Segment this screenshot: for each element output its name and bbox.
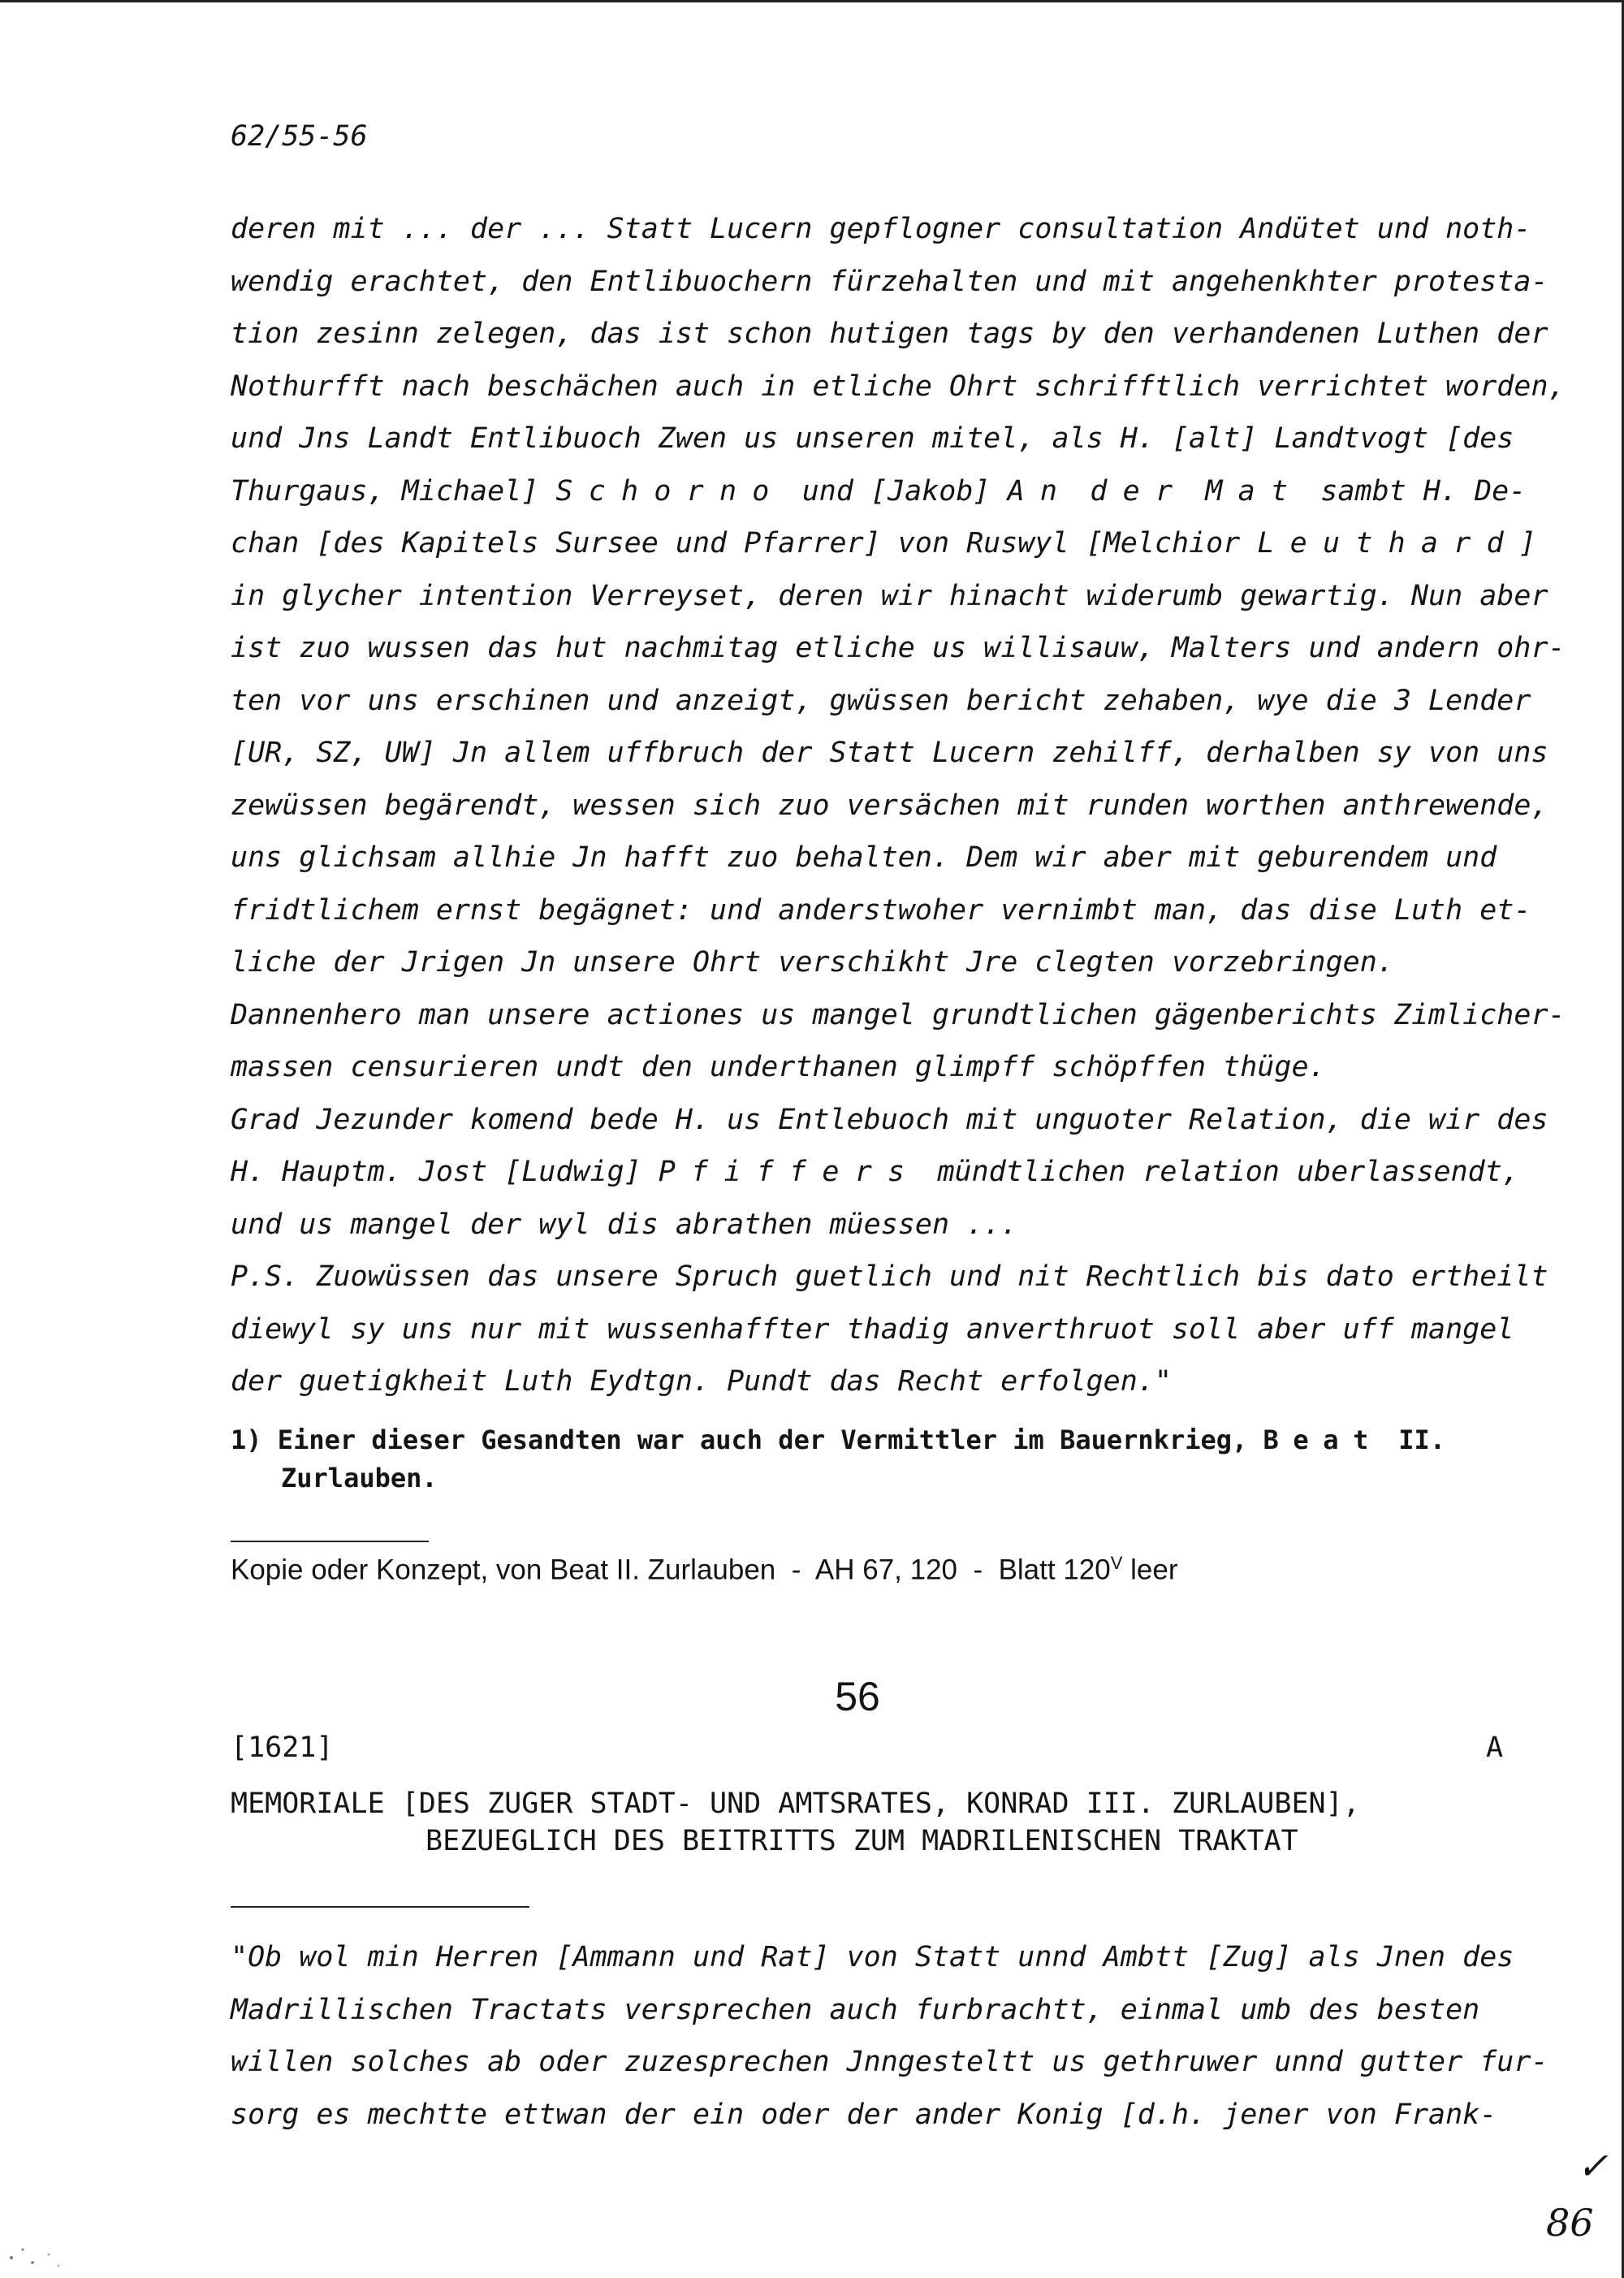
text-line: sorg es mechtte ettwan der ein oder der ander Konig [d.h. jener von Frank-	[231, 2098, 1497, 2131]
source-note-suffix: leer	[1122, 1554, 1178, 1586]
text-segment: ist zuo wussen das hut nachmitag etliche us willisauw, Malters und andern ohr-	[231, 632, 1566, 664]
source-note-superscript: V	[1110, 1553, 1123, 1573]
footnote	[231, 1421, 1530, 1498]
text-line	[231, 1146, 1522, 1199]
text-segment: deren mit ... der ... Statt Lucern gepflogner consultation Andütet und noth-	[231, 213, 1531, 245]
footnote-marker: 1)	[231, 1424, 262, 1455]
text-line	[231, 465, 1527, 518]
footnote-text-1: Einer dieser Gesandten war auch der Vermittler im Bauernkrieg,	[277, 1424, 1263, 1455]
text-line	[231, 622, 1566, 675]
document-title	[231, 1785, 1562, 1860]
text-segment: [UR, SZ, UW] Jn allem uffbruch der Statt Lucern zehilff, derhalben sy von uns	[231, 737, 1548, 769]
text-segment: und us mangel der wyl dis abrathen müessen ...	[231, 1208, 1018, 1241]
text-line	[231, 1094, 1548, 1147]
text-line	[231, 675, 1531, 728]
text-line	[231, 780, 1548, 832]
text-line	[231, 570, 1548, 623]
text-line	[231, 1355, 1522, 1408]
text-segment: wendig erachtet, den Entlibuochern fürzehalten und mit angehenkhter protesta-	[231, 265, 1548, 298]
text-line	[231, 1251, 1548, 1303]
text-segment: ten vor uns erschinen und anzeigt, gwüssen bericht zehaben, wye die 3 Lender	[231, 684, 1531, 717]
footnote-line-1	[231, 1421, 1530, 1459]
text-line	[231, 1303, 1522, 1356]
footnote-spaced-name: Beat	[1263, 1424, 1383, 1455]
text-segment: chan [des Kapitels Sursee und Pfarrer] von Ruswyl [Melchior	[231, 527, 1258, 560]
text-segment: in glycher intention Verreyset, deren wir hinacht widerumb gewartig. Nun aber	[231, 579, 1548, 612]
text-line	[231, 1041, 1522, 1094]
footnote-text-2: II.	[1383, 1424, 1446, 1455]
text-segment: P.S. Zuowüssen das unsere Spruch guetlich und nit Rechtlich bis dato ertheilt	[231, 1260, 1548, 1293]
text-line	[231, 884, 1531, 937]
text-segment: ]	[1518, 527, 1536, 560]
text-segment: Thurgaus, Michael]	[231, 474, 556, 508]
text-line	[231, 1199, 1522, 1251]
text-segment: tion zesinn zelegen, das ist schon hutigen tags by den verhandenen Luthen der	[231, 318, 1548, 350]
text-segment: Grad Jezunder komend bede H. us Entlebuoch mit unguoter Relation, die wir des	[231, 1103, 1548, 1136]
spaced-name: der	[1090, 474, 1189, 508]
document-date: [1621]	[231, 1731, 334, 1764]
text-segment: und Jns Landt Entlibuoch Zwen us unseren mitel, als H. [alt] Landtvogt [des	[231, 422, 1514, 455]
spaced-name: Leuthard	[1257, 527, 1519, 560]
source-note	[231, 1553, 1546, 1587]
source-note-text: Kopie oder Konzept, von Beat II. Zurlauben - AH 67, 120 - Blatt 120	[231, 1554, 1111, 1586]
title-divider-rule	[231, 1906, 529, 1908]
second-text-block	[231, 1931, 1548, 2141]
text-line	[231, 361, 1566, 413]
text-segment: zewüssen begärendt, wessen sich zuo versächen mit runden worthen anthrewende,	[231, 789, 1548, 822]
spaced-name: An	[1007, 474, 1073, 508]
text-segment: fridtlichem ernst begägnet: und anderstwoher vernimbt man, das dise Luth et-	[231, 893, 1531, 927]
text-segment	[1073, 475, 1090, 508]
text-segment: H. Hauptm. Jost [Ludwig]	[231, 1156, 659, 1188]
text-segment: mündtlichen relation uberlassendt,	[920, 1156, 1519, 1188]
scan-specks	[0, 2225, 73, 2274]
document-title-line-2: BEZUEGLICH DES BEITRITTS ZUM MADRILENISCHEN TRAKTAT	[425, 1825, 1298, 1857]
spaced-name: Mat	[1205, 474, 1304, 508]
handwritten-page-number: 86	[1546, 2201, 1594, 2245]
text-segment: diewyl sy uns nur mit wussenhaffter thadig anverthruot soll aber uff mangel	[231, 1312, 1514, 1346]
footnote-line-2: Zurlauben.	[281, 1463, 438, 1493]
text-line	[231, 517, 1536, 570]
text-segment: der guetigkheit Luth Eydtgn. Pundt das Recht erfolgen."	[231, 1365, 1172, 1398]
text-segment: massen censurieren undt den underthanen glimpff schöpffen thüge.	[231, 1051, 1326, 1083]
text-line: Madrillischen Tractats versprechen auch furbrachtt, einmal umb des besten	[231, 1993, 1480, 2026]
text-line	[231, 308, 1548, 361]
text-line: willen solches ab oder zuzesprechen Jnngesteltt us gethruwer unnd gutter fur-	[231, 2046, 1548, 2078]
text-line	[231, 936, 1522, 989]
document-title-line-1: MEMORIALE [DES ZUGER STADT- UND AMTSRATES, KONRAD III. ZURLAUBEN],	[231, 1787, 1360, 1820]
text-line	[231, 413, 1522, 465]
text-line	[231, 203, 1531, 256]
text-segment: liche der Jrigen Jn unsere Ohrt verschikht Jre clegten vorzebringen.	[231, 946, 1394, 979]
text-segment: uns glichsam allhie Jn hafft zuo behalten. Dem wir aber mit geburendem und	[231, 841, 1497, 874]
text-segment: Dannenhero man unsere actiones us mangel grundtlichen gägenberichts Zimlicher-	[231, 998, 1566, 1031]
spaced-name: Pfiffers	[658, 1156, 921, 1188]
document-number: 56	[835, 1674, 880, 1719]
page-reference: 62/55-56	[231, 120, 368, 153]
divider-rule	[231, 1541, 429, 1542]
text-line	[231, 727, 1548, 780]
text-line: "Ob wol min Herren [Ammann und Rat] von Statt unnd Ambtt [Zug] als Jnen des	[231, 1941, 1514, 1973]
document-letter: A	[1486, 1731, 1504, 1764]
text-segment: Nothurfft nach beschächen auch in etliche Ohrt schrifftlich verrichtet worden,	[231, 370, 1566, 403]
main-text-block	[231, 203, 1566, 1408]
text-segment: sambt H. De-	[1303, 474, 1527, 508]
check-mark: ✓	[1577, 2144, 1609, 2188]
text-segment: und [Jakob]	[784, 474, 1008, 508]
text-line	[231, 256, 1548, 309]
text-segment	[1188, 475, 1205, 508]
spaced-name: Schorno	[555, 474, 785, 508]
text-line	[231, 832, 1522, 884]
text-line	[231, 989, 1566, 1042]
